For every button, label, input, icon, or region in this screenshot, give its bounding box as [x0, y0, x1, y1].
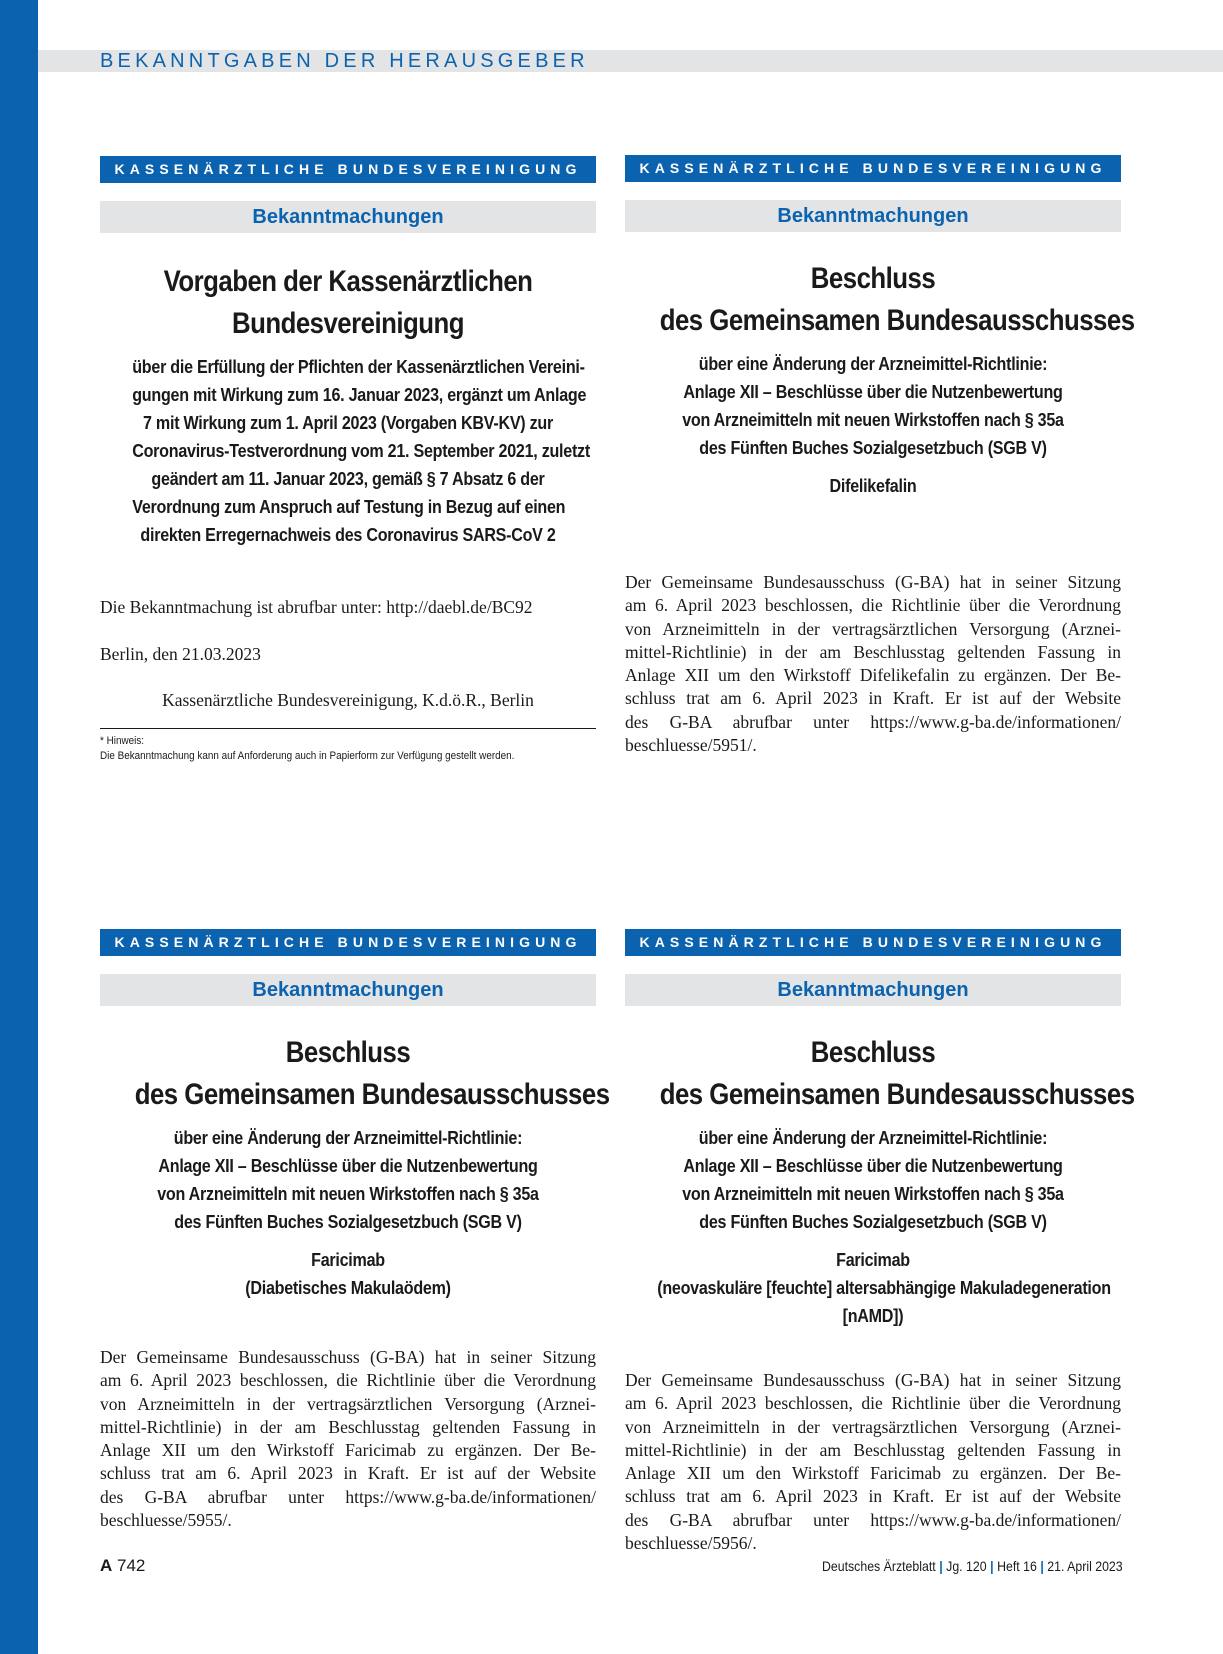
body-line: beschluesse/5956/. [625, 1533, 757, 1554]
subtitle-line: über eine Änderung der Arzneimittel-Richtlinie: [698, 1127, 1048, 1148]
body-line: mittel-Richtlinie) in der am Beschlusstag geltenden Fassung in [625, 1439, 1121, 1460]
article-subtitle [657, 350, 1089, 462]
body-line: mittel-Richtlinie) in der am Beschlusstag geltenden Fassung in [100, 1416, 596, 1437]
article-kbv-vorgaben [100, 156, 596, 549]
page-number [100, 1556, 145, 1576]
body-line: schluss trat am 6. April 2023 in Kraft. Er ist auf der Website [625, 688, 1121, 709]
body-line: schluss trat am 6. April 2023 in Kraft. Er ist auf der Website [100, 1463, 596, 1484]
substance-line: Difelikefalin [829, 475, 917, 496]
subtitle-line: des Fünften Buches Sozialgesetzbuch (SGB V) [699, 1211, 1047, 1232]
subtitle-line: 7 mit Wirkung zum 1. April 2023 (Vorgaben KBV-KV) zur [143, 412, 553, 433]
body-line: des G-BA abrufbar unter https://www.g-ba.de/informationen/ [100, 1486, 596, 1507]
article-subtitle [132, 353, 590, 549]
article-title [135, 261, 562, 345]
separator: | [1040, 1558, 1045, 1574]
article-subtitle [657, 1124, 1089, 1236]
subtitle-line: Verordnung zum Anspruch auf Testung in Bezug auf einen [132, 496, 566, 517]
article-difelikefalin [625, 155, 1135, 500]
article-title [134, 1032, 610, 1116]
journal-name: Deutsches Ärzteblatt [822, 1558, 937, 1574]
page-prefix: A [100, 1556, 113, 1575]
signature: Kassenärztliche Bundesvereinigung, K.d.ö.R., Berlin [162, 690, 534, 710]
place-date: Berlin, den 21.03.2023 [100, 644, 261, 664]
subtitle-line: Anlage XII – Beschlüsse über die Nutzenbewertung [683, 1155, 1063, 1176]
substance-line: Faricimab [311, 1249, 385, 1270]
substance-name [132, 1246, 564, 1302]
body-line: beschluesse/5955/. [100, 1510, 232, 1531]
subtitle-line: gungen mit Wirkung zum 16. Januar 2023, ergänzt um Anlage [132, 384, 587, 405]
body-line: des G-BA abrufbar unter https://www.g-ba.de/informationen/ [625, 711, 1121, 732]
subtitle-line: direkten Erregernachweis des Coronavirus SARS-CoV 2 [140, 524, 556, 545]
body-line: schluss trat am 6. April 2023 in Kraft. Er ist auf der Website [625, 1486, 1121, 1507]
journal-volume: Jg. 120 [946, 1558, 987, 1574]
subtitle-line: von Arzneimitteln mit neuen Wirkstoffen nach § 35a [157, 1183, 539, 1204]
org-label: KASSENÄRZTLICHE BUNDESVEREINIGUNG [625, 155, 1121, 182]
body-line: am 6. April 2023 beschlossen, die Richtlinie über die Verordnung [625, 1393, 1121, 1414]
subtitle-line: über die Erfüllung der Pflichten der Kassenärztlichen Vereini- [132, 356, 585, 377]
footnote-rule [100, 728, 596, 729]
body-line: beschluesse/5951/. [625, 735, 757, 756]
title-line: des Gemeinsamen Bundesausschusses [134, 1078, 610, 1111]
journal-info [822, 1558, 1123, 1574]
subtitle-line: Anlage XII – Beschlüsse über die Nutzenbewertung [683, 381, 1063, 402]
substance-line: (neovaskuläre [feuchte] altersabhängige Makuladegeneration [657, 1277, 1111, 1298]
separator: | [939, 1558, 943, 1574]
article-body [100, 1346, 596, 1532]
title-line: Bundesvereinigung [231, 307, 465, 340]
article-faricimab-dmo [100, 929, 610, 1302]
journal-date: 21. April 2023 [1047, 1558, 1123, 1574]
article-subtitle [132, 1124, 564, 1236]
title-line: Vorgaben der Kassenärztlichen [163, 265, 533, 298]
org-label: KASSENÄRZTLICHE BUNDESVEREINIGUNG [100, 156, 596, 183]
body-line: von Arzneimitteln in der vertragsärztlichen Versorgung (Arznei- [625, 1416, 1121, 1437]
body-line: Anlage XII um den Wirkstoff Faricimab zu ergänzen. Der Be- [100, 1440, 596, 1461]
body-line: am 6. April 2023 beschlossen, die Richtlinie über die Verordnung [625, 595, 1121, 616]
journal-issue: Heft 16 [997, 1558, 1038, 1574]
substance-name [657, 472, 1089, 500]
availability-note: Die Bekanntmachung ist abrufbar unter: http://daebl.de/BC92 [100, 597, 533, 617]
article-title [659, 1032, 1135, 1116]
article-faricimab-namd [625, 929, 1135, 1330]
subtitle-line: Anlage XII – Beschlüsse über die Nutzenbewertung [158, 1155, 538, 1176]
body-line: von Arzneimitteln in der vertragsärztlichen Versorgung (Arznei- [100, 1393, 596, 1414]
subtitle-line: über eine Änderung der Arzneimittel-Richtlinie: [698, 353, 1048, 374]
category-label: Bekanntmachungen [625, 974, 1121, 1006]
footnote-text: Die Bekanntmachung kann auf Anforderung auch in Papierform zur Verfügung gestellt werden. [100, 750, 515, 762]
body-line: Anlage XII um den Wirkstoff Faricimab zu ergänzen. Der Be- [625, 1463, 1121, 1484]
footnote-label: * Hinweis: [100, 735, 145, 747]
category-label: Bekanntmachungen [625, 200, 1121, 232]
separator: | [990, 1558, 994, 1574]
section-header-title: BEKANNTGABEN DER HERAUSGEBER [100, 50, 589, 72]
body-line: am 6. April 2023 beschlossen, die Richtlinie über die Verordnung [100, 1370, 596, 1391]
substance-line: Faricimab [836, 1249, 910, 1270]
body-line: mittel-Richtlinie) in der am Beschlusstag geltenden Fassung in [625, 641, 1121, 662]
subtitle-line: geändert am 11. Januar 2023, gemäß § 7 Absatz 6 der [151, 468, 545, 489]
body-line: des G-BA abrufbar unter https://www.g-ba.de/informationen/ [625, 1509, 1121, 1530]
article-title [659, 258, 1135, 342]
title-line: des Gemeinsamen Bundesausschusses [659, 304, 1135, 337]
left-accent-bar [0, 0, 38, 1654]
body-line: von Arzneimitteln in der vertragsärztlichen Versorgung (Arznei- [625, 618, 1121, 639]
body-line: Anlage XII um den Wirkstoff Difelikefalin zu ergänzen. Der Be- [625, 665, 1121, 686]
subtitle-line: des Fünften Buches Sozialgesetzbuch (SGB V) [699, 437, 1047, 458]
subtitle-line: Coronavirus-Testverordnung vom 21. September 2021, zuletzt [132, 440, 590, 461]
substance-line: (Diabetisches Makulaödem) [245, 1277, 451, 1298]
subtitle-line: über eine Änderung der Arzneimittel-Richtlinie: [173, 1127, 523, 1148]
subtitle-line: von Arzneimitteln mit neuen Wirkstoffen nach § 35a [682, 409, 1064, 430]
body-line: Der Gemeinsame Bundesausschuss (G-BA) hat in seiner Sitzung [100, 1347, 596, 1367]
subtitle-line: von Arzneimitteln mit neuen Wirkstoffen nach § 35a [682, 1183, 1064, 1204]
substance-name [657, 1246, 1111, 1330]
substance-line: [nAMD]) [842, 1305, 904, 1326]
title-line: Beschluss [810, 1036, 936, 1069]
title-line: des Gemeinsamen Bundesausschusses [659, 1078, 1135, 1111]
category-label: Bekanntmachungen [100, 201, 596, 233]
org-label: KASSENÄRZTLICHE BUNDESVEREINIGUNG [100, 929, 596, 956]
category-label: Bekanntmachungen [100, 974, 596, 1006]
subtitle-line: des Fünften Buches Sozialgesetzbuch (SGB V) [174, 1211, 522, 1232]
body-line: Der Gemeinsame Bundesausschuss (G-BA) hat in seiner Sitzung [625, 1370, 1121, 1390]
title-line: Beschluss [285, 1036, 411, 1069]
article-body [625, 571, 1121, 757]
article-body [625, 1369, 1121, 1555]
title-line: Beschluss [810, 262, 936, 295]
body-line: Der Gemeinsame Bundesausschuss (G-BA) hat in seiner Sitzung [625, 572, 1121, 592]
org-label: KASSENÄRZTLICHE BUNDESVEREINIGUNG [625, 929, 1121, 956]
page-number-value: 742 [117, 1556, 146, 1575]
